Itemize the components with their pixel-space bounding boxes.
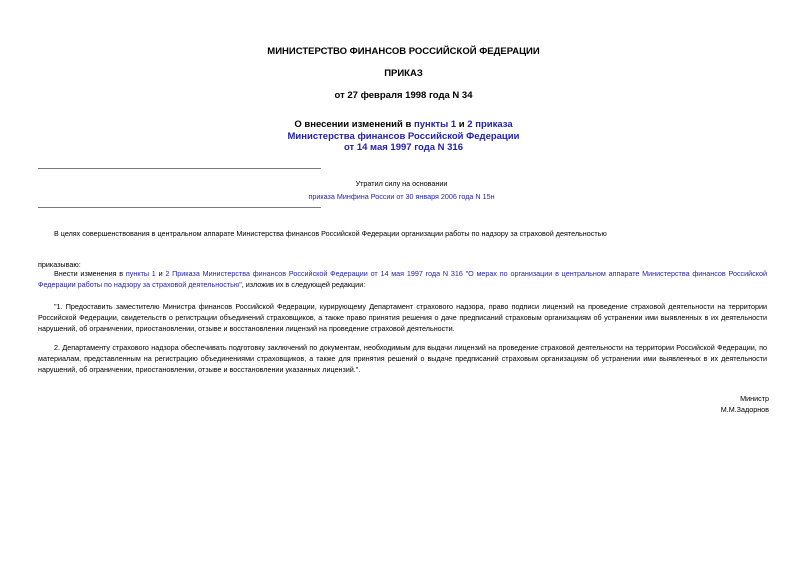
title-and: и	[456, 119, 468, 130]
amendment-paragraph	[38, 268, 767, 290]
amendment-prefix: Внести изменения в	[54, 269, 126, 278]
amendment-link-order[interactable]: 2 Приказа Министерства финансов Российской Федерации от 14 мая 1997 года N 316 "О мерах по организации в центральном аппарате Министерства финансов Российской Федерации работы по надзору за страховой деятельностью"	[38, 269, 768, 289]
preamble-paragraph: В целях совершенствования в центральном аппарате Министерства финансов Российской Федерации организации работы по надзору за страховой деятельностью	[54, 229, 607, 238]
divider-bottom	[38, 207, 321, 208]
document-type: ПРИКАЗ	[384, 68, 423, 79]
amendment-suffix: , изложив их в следующей редакции:	[241, 280, 366, 289]
ministry-name: МИНИСТЕРСТВО ФИНАНСОВ РОССИЙСКОЙ ФЕДЕРАЦИИ	[267, 46, 540, 57]
validity-note-line	[38, 190, 765, 203]
title-link-clauses-1[interactable]: пункты 1	[413, 119, 457, 130]
title-link-order-date[interactable]: от 14 мая 1997 года N 316	[343, 142, 464, 153]
title-line-1	[0, 119, 807, 131]
divider-top	[38, 168, 321, 169]
amendment-and: и	[155, 269, 166, 278]
validity-note-link[interactable]: приказа Минфина России от 30 января 2006 года N 15н	[308, 192, 495, 201]
clause-1-paragraph: "1. Предоставить заместителю Министра финансов Российской Федерации, курирующему Департамент страхового надзора, право подписи лицензий на проведение страховой деятельности на территории Российской Федерации, свидетельств о регистрации объединений страховщиков, а также право принятия решения о даче предписаний страховым организациям об устранении ими выявленных в их деятельности нарушений, об ограничении, приостановлении, отзыве и восстановлении лицензий на проведение страховой деятельности.	[38, 302, 767, 333]
decree-word: приказываю:	[38, 260, 81, 269]
clause-2-paragraph: 2. Департаменту страхового надзора обеспечивать подготовку заключений по документам, необходимым для выдачи лицензий на проведение страховой деятельности на территории Российской Федерации, по материалам, представленным на регистрацию объединениями страховщиков, а также для принятия решений о выдаче предписаний страховым организациям об устранении ими выявленных в их деятельности нарушений, об ограничении, приостановлении, отзыве и восстановлении указанных лицензий.".	[38, 343, 767, 374]
title-link-clause-2[interactable]: 2 приказа	[467, 119, 513, 130]
document-date-number: от 27 февраля 1998 года N 34	[334, 90, 473, 101]
document-title	[0, 119, 807, 154]
amendment-link-clauses-1[interactable]: пункты 1	[125, 269, 156, 278]
validity-note-text: Утратил силу на основании	[355, 179, 448, 188]
title-link-ministry[interactable]: Министерства финансов Российской Федерации	[287, 130, 520, 142]
signatory-position: Министр	[740, 394, 769, 403]
signatory-name: М.М.Задорнов	[720, 405, 769, 414]
title-prefix: О внесении изменений в	[294, 119, 414, 130]
